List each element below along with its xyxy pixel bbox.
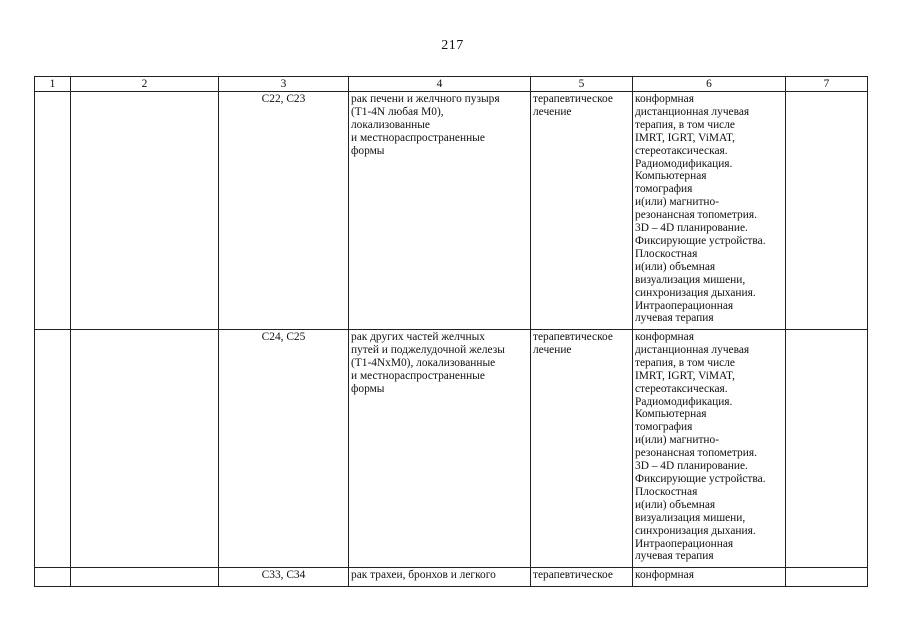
- disease-description: рак печени и желчного пузыря (T1-4N любая M0), локализованные и местнораспространенные формы: [349, 92, 531, 330]
- column-header: 3: [219, 77, 349, 92]
- treatment-type: терапевтическое лечение: [531, 92, 633, 330]
- page-number: 217: [441, 38, 464, 53]
- icd-codes: C24, C25: [219, 330, 349, 568]
- column-header: 5: [531, 77, 633, 92]
- cell-col1: [35, 92, 71, 330]
- column-header: 6: [633, 77, 786, 92]
- icd-codes: C33, C34: [219, 568, 349, 587]
- disease-description: рак других частей желчных путей и поджелудочной железы (T1-4NxM0), локализованные и местнораспространенные формы: [349, 330, 531, 568]
- cell-col1: [35, 330, 71, 568]
- cell-col7: [786, 330, 868, 568]
- cell-col7: [786, 92, 868, 330]
- column-header: 1: [35, 77, 71, 92]
- column-header: 4: [349, 77, 531, 92]
- cell-col2: [71, 92, 219, 330]
- table-row: [35, 92, 868, 330]
- procedures-table: [34, 76, 868, 587]
- treatment-type: терапевтическое лечение: [531, 330, 633, 568]
- treatment-type: терапевтическое: [531, 568, 633, 587]
- treatment-method: конформная: [633, 568, 786, 587]
- table-header-row: [35, 77, 868, 92]
- cell-col2: [71, 330, 219, 568]
- column-header: 2: [71, 77, 219, 92]
- treatment-method: конформная дистанционная лучевая терапия, в том числе IMRT, IGRT, ViMAT, стереотаксическая. Радиомодификация. Компьютерная томография и(или) магнитно- резонансная топометрия. 3D – 4D планирование. Фиксирующие устройства. Плоскостная и(или) объемная визуализация мишени, синхронизация дыхания. Интраоперационная лучевая терапия: [633, 92, 786, 330]
- cell-col1: [35, 568, 71, 587]
- disease-description: рак трахеи, бронхов и легкого: [349, 568, 531, 587]
- icd-codes: C22, C23: [219, 92, 349, 330]
- table-row: [35, 330, 868, 568]
- cell-col2: [71, 568, 219, 587]
- treatment-method: конформная дистанционная лучевая терапия, в том числе IMRT, IGRT, ViMAT, стереотаксическая. Радиомодификация. Компьютерная томография и(или) магнитно- резонансная топометрия. 3D – 4D планирование. Фиксирующие устройства. Плоскостная и(или) объемная визуализация мишени, синхронизация дыхания. Интраоперационная лучевая терапия: [633, 330, 786, 568]
- cell-col7: [786, 568, 868, 587]
- table-row: [35, 568, 868, 587]
- column-header: 7: [786, 77, 868, 92]
